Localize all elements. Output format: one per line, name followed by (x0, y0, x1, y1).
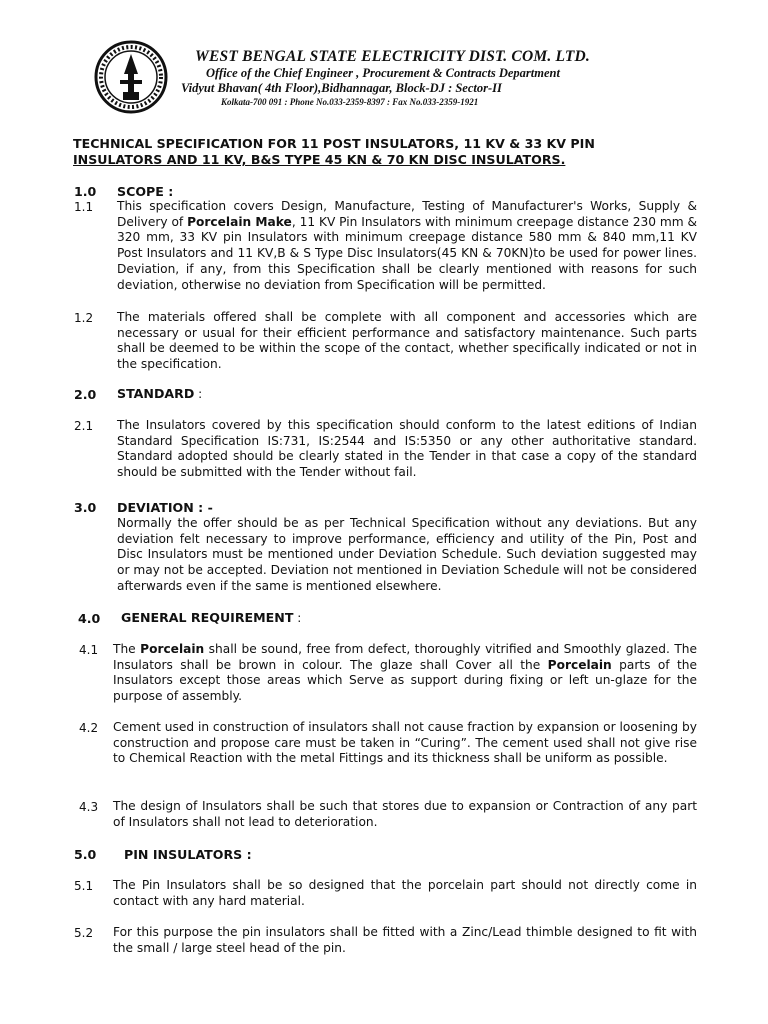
section-heading-scope: SCOPE : (117, 184, 174, 199)
clause-number: 5.2 (74, 926, 94, 940)
section-number: 3.0 (74, 500, 97, 515)
office-contact: Kolkata-700 091 : Phone No.033-2359-8397 : Fax No.033-2359-1921 (221, 97, 479, 107)
clause-number: 2.1 (74, 419, 94, 433)
office-name: Office of the Chief Engineer , Procurement & Contracts Department (206, 66, 560, 80)
section-number: 4.0 (78, 611, 101, 626)
clause-4-1 (113, 642, 697, 705)
office-address: Vidyut Bhavan( 4th Floor),Bidhannagar, Block-DJ : Sector-II (181, 81, 502, 95)
section-number: 2.0 (74, 387, 97, 402)
clause-text: , 11 KV Pin Insulators with minimum creepage distance 230 mm & 320 mm, 33 KV pin Insulators with minimum creepage distance 580 mm & 840 mm,11 KV Post Insulators and 11 KV,B & S Type Disc Insulators(45 KN & 70KN)to be used for power lines. Deviation, if any, from this Specification shall be clearly mentioned with reasons for such deviation, otherwise no deviation from Specification will be permitted. (117, 214, 697, 292)
heading-suffix: : (194, 387, 203, 401)
clause-number: 4.3 (79, 800, 99, 814)
bold-term: Porcelain Make (187, 214, 292, 229)
clause-2-1: The Insulators covered by this specification should conform to the latest editions of Indian Standard Specification IS:731, IS:2544 and IS:5350 or any other authoritative standard. Standard adopted should be clearly stated in the Tender in that case a copy of the standard should be submitted with the Tender without fail. (117, 418, 697, 480)
section-heading-deviation: DEVIATION : - (117, 500, 213, 515)
clause-text: The (113, 642, 141, 656)
heading-suffix: : (293, 611, 302, 625)
section-number: 1.0 (74, 184, 97, 199)
clause-text: parts of the Insulators except those areas which Serve as support during fixing or left un-glaze for the purpose of assembly. (113, 657, 697, 704)
company-name: WEST BENGAL STATE ELECTRICITY DIST. COM. LTD. (195, 48, 591, 65)
section-3-text: Normally the offer should be as per Technical Specification without any deviations. But any deviation felt necessary to improve performance, efficiency and utility of the Pin, Post and Disc Insulators must be mentioned under Deviation Schedule. Such deviation suggested may or may not be accepted. Deviation not mentioned in Deviation Schedule will not be considered afterwards even if the same is mentioned elsewhere. (117, 516, 697, 593)
company-logo (94, 40, 168, 114)
section-heading-pin-insulators: PIN INSULATORS : (124, 847, 252, 862)
document-title-line-2: INSULATORS AND 11 KV, B&S TYPE 45 KN & 70 KN DISC INSULATORS. (73, 152, 566, 167)
section-number: 5.0 (74, 847, 97, 862)
clause-number: 4.1 (79, 643, 99, 657)
clause-5-2: For this purpose the pin insulators shall be fitted with a Zinc/Lead thimble designed to fit with the small / large steel head of the pin. (113, 925, 697, 955)
document-title-line-1: TECHNICAL SPECIFICATION FOR 11 POST INSULATORS, 11 KV & 33 KV PIN (73, 136, 595, 151)
clause-4-3: The design of Insulators shall be such that stores due to expansion or Contraction of any part of Insulators shall not lead to deterioration. (113, 799, 697, 829)
section-heading-standard (117, 386, 202, 402)
bold-term: Porcelain (547, 657, 612, 672)
clause-5-1: The Pin Insulators shall be so designed that the porcelain part should not directly come in contact with any hard material. (113, 878, 697, 908)
clause-1-2: The materials offered shall be complete with all component and accessories which are necessary or usual for their efficient performance and satisfactory maintenance. Such parts shall be deemed to be within the scope of the contact, whether specifically indicated or not in the specification. (117, 310, 697, 372)
clause-text: This specification covers Design, Manufacture, Testing of Manufacturer's Works, Supply & Delivery of (117, 199, 697, 229)
heading-text: STANDARD (117, 386, 195, 401)
section-heading-general-requirement (121, 610, 301, 626)
clause-number: 5.1 (74, 879, 94, 893)
bold-term: Porcelain (140, 642, 205, 656)
clause-number: 1.1 (74, 200, 94, 214)
clause-1-1 (117, 199, 697, 293)
clause-number: 4.2 (79, 721, 99, 735)
clause-text: shall be sound, free from defect, thoroughly vitrified and Smoothly glazed. The Insulators shall be brown in colour. The glaze shall Cover all the (113, 642, 697, 672)
clause-4-2: Cement used in construction of insulators shall not cause fraction by expansion or loosening by construction and propose care must be taken in “Curing”. The cement used shall not give rise to Chemical Reaction with the metal Fittings and its thickness shall be uniform as possible. (113, 720, 697, 766)
heading-text: GENERAL REQUIREMENT (121, 610, 294, 625)
clause-number: 1.2 (74, 311, 94, 325)
